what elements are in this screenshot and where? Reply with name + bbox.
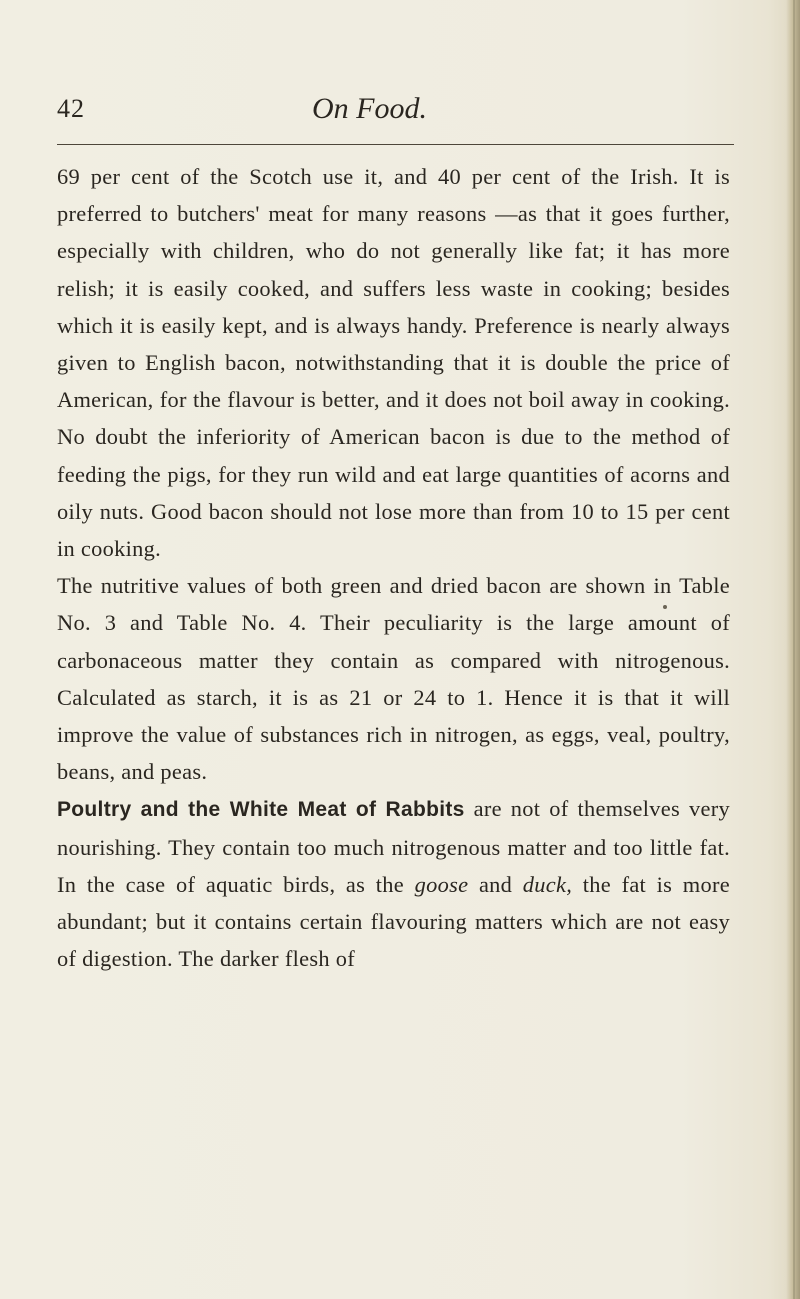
paragraph-poultry-and: and	[468, 871, 523, 897]
paragraph-poultry-text-a: are not of themselves very nourishing. They contain too much nitrogenous matter and too little fat. In the case of aquatic birds, as the	[57, 796, 730, 897]
header-rule	[57, 144, 734, 145]
running-title: On Food.	[312, 92, 427, 125]
section-heading-poultry: Poultry and the White Meat of Rabbits	[57, 798, 465, 822]
page-header	[57, 92, 737, 132]
italic-goose: goose	[414, 871, 469, 897]
paragraph-bacon-continued: 69 per cent of the Scotch use it, and 40 per cent of the Irish. It is preferred to butchers' meat for many reasons —as that it goes further, especially with children, who do not generally like fat; it has more relish; it is easily cooked, and suffers less waste in cooking; besides which it is easily kept, and is always handy. Preference is nearly always given to English bacon, notwithstanding that it is double the price of American, for the flavour is better, and it does not boil away in cooking. No doubt the inferiority of American bacon is due to the method of feeding the pigs, for they run wild and eat large quantities of acorns and oily nuts. Good bacon should not lose more than from 10 to 15 per cent in cooking.	[57, 164, 730, 562]
page-number: 42	[57, 94, 85, 123]
paragraph-nutritive-values: The nutritive values of both green and dried bacon are shown in Table No. 3 and Table No. 4. Their peculiarity is the large amount of carbonaceous matter they contain as compared with nitrogenous. Calculated as starch, it is as 21 or 24 to 1. Hence it is that it will improve the value of substances rich in nitrogen, as eggs, veal, poultry, beans, and peas.	[57, 573, 730, 785]
paragraph-poultry	[57, 790, 730, 977]
body-text	[57, 158, 730, 977]
ink-speck	[663, 605, 667, 609]
italic-duck: duck,	[522, 871, 573, 897]
page-edge-line	[793, 0, 795, 1299]
paragraph-poultry-text-b: the fat is more abundant; but it contains certain flavouring matters which are not easy of digestion. The darker flesh of	[57, 871, 730, 972]
